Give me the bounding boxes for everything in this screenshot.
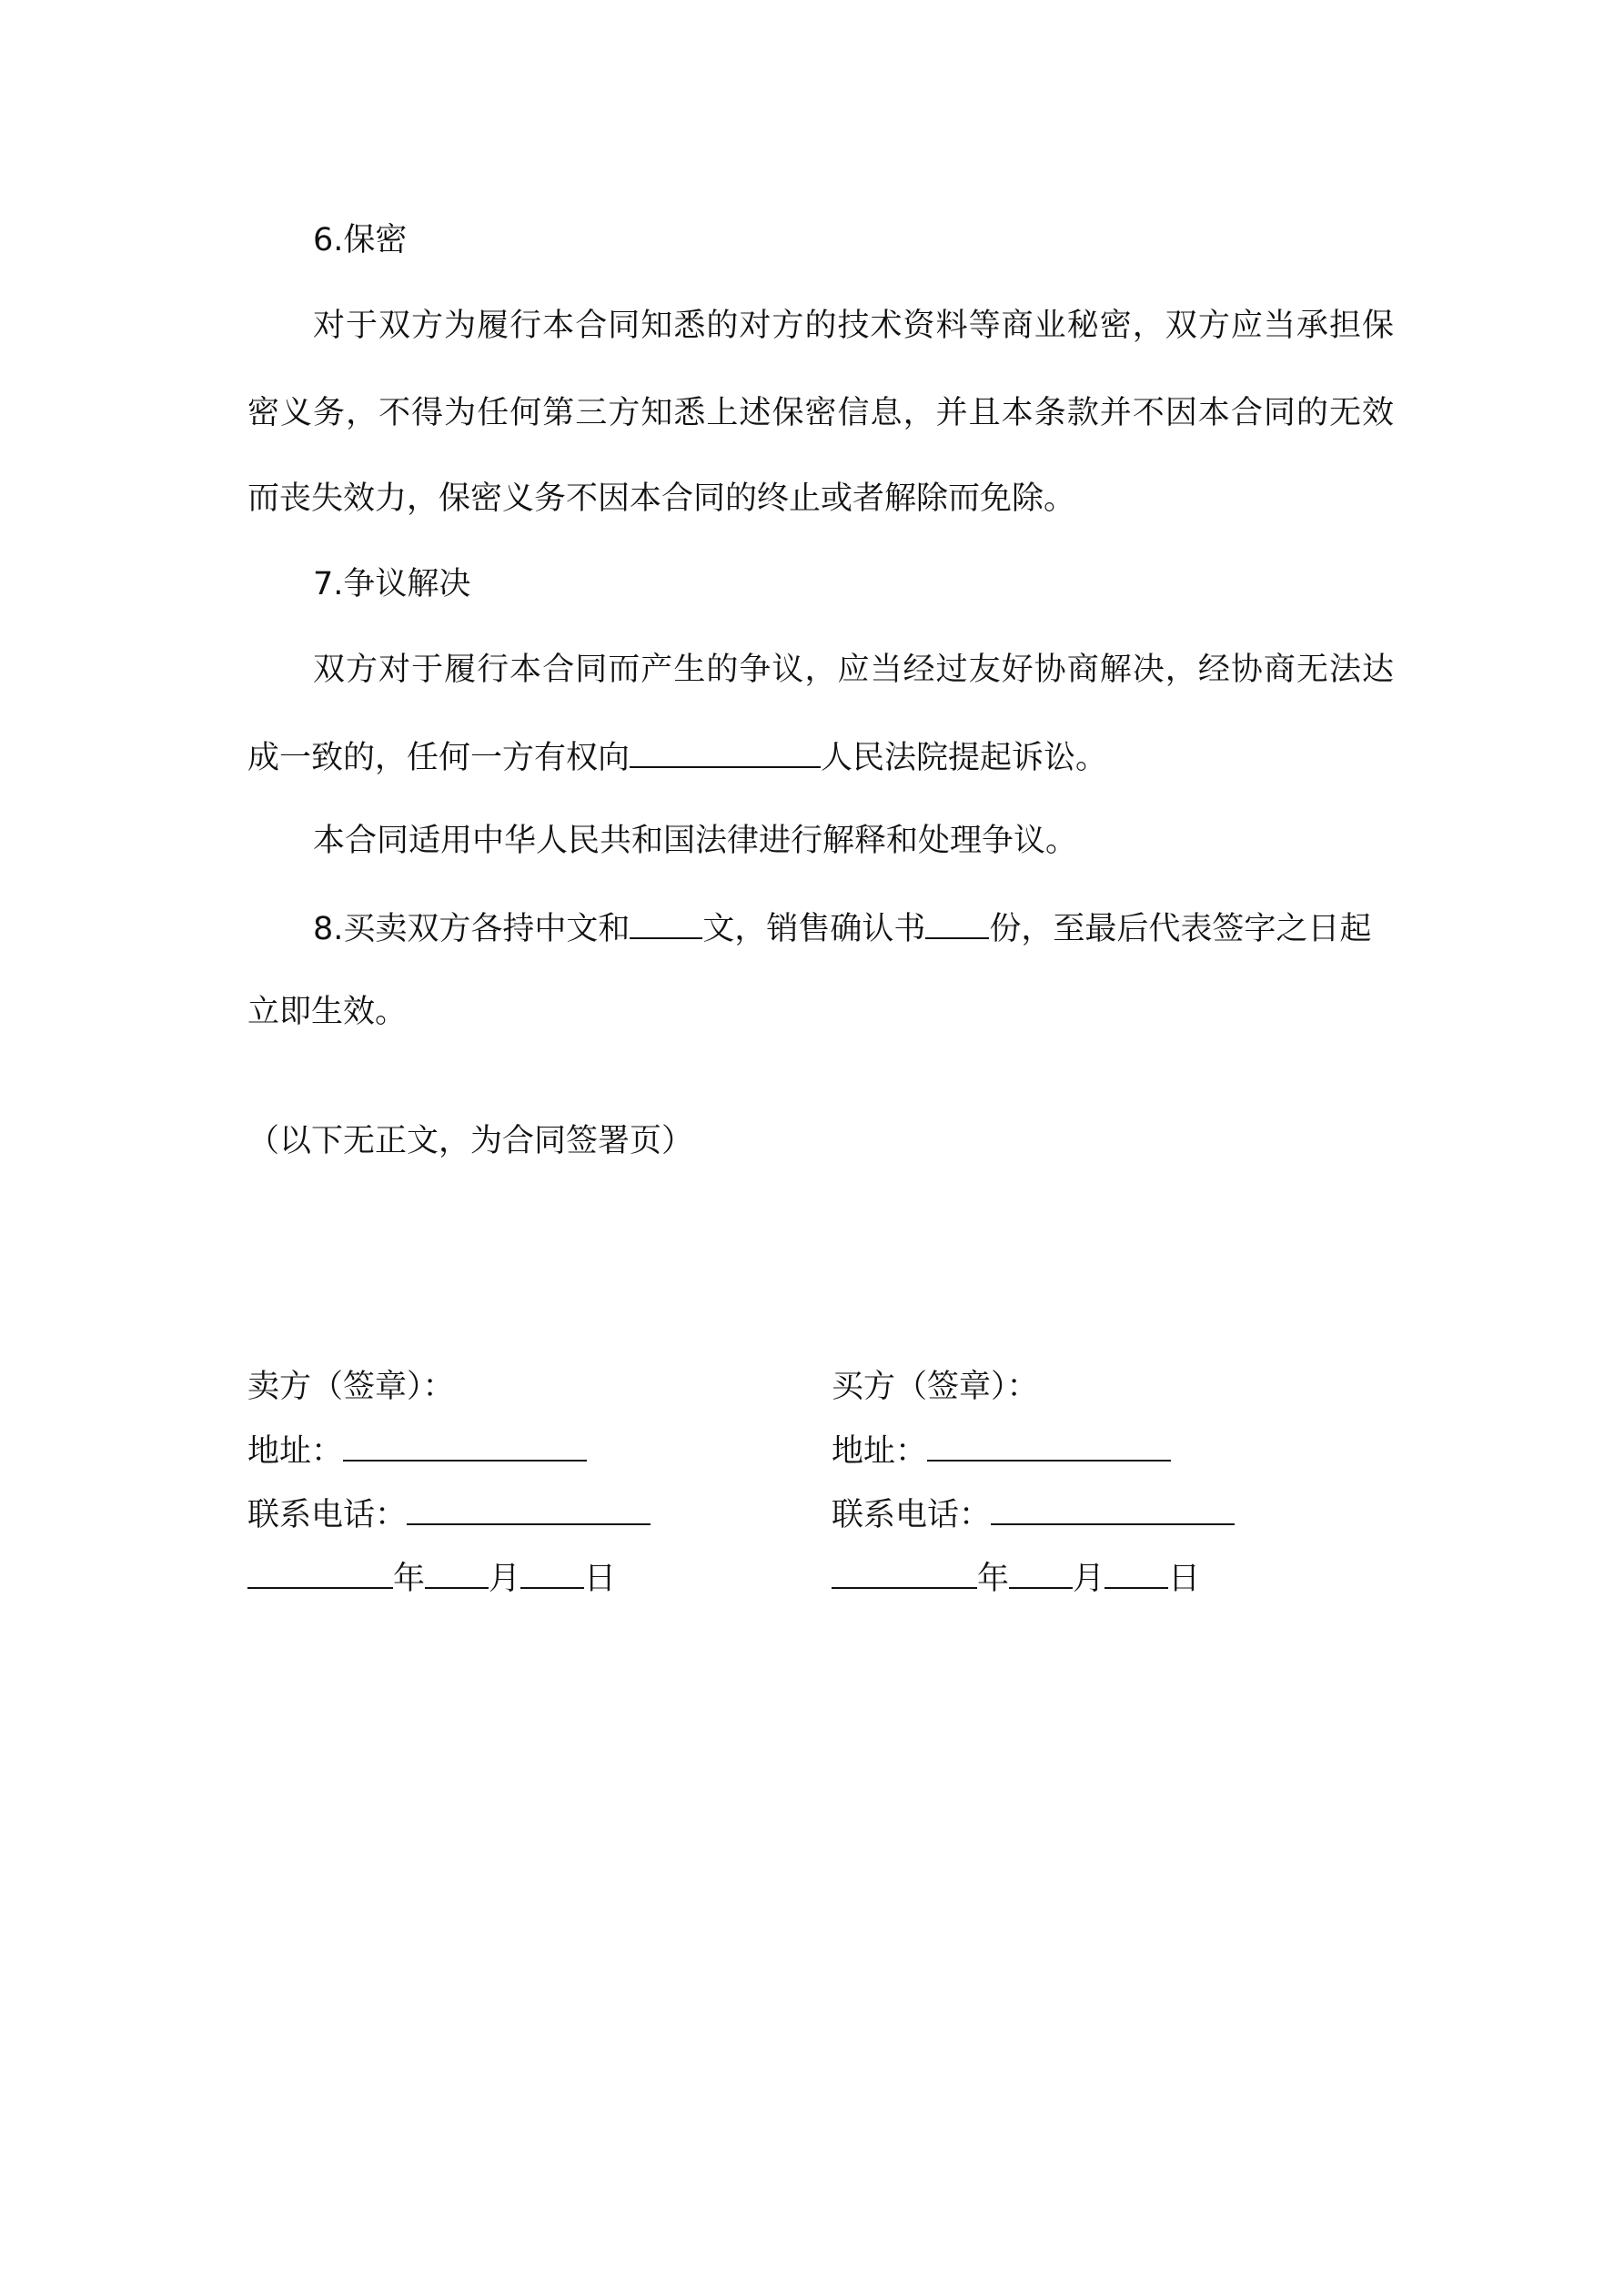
- seller-phone-row: [247, 1492, 651, 1537]
- buyer-month-label: 月: [1073, 1561, 1105, 1597]
- language-blank: [630, 905, 702, 939]
- section-8-line-2: 立即生效。: [247, 994, 408, 1030]
- section-7-line-2-suffix: 人民法院提起诉讼。: [821, 740, 1108, 776]
- seller-day-label: 日: [584, 1561, 617, 1597]
- seller-month-blank: [425, 1556, 489, 1589]
- court-blank: [630, 733, 821, 768]
- buyer-address-label: 地址：: [832, 1433, 928, 1470]
- section-6-paragraph-line-2: 密义务，不得为任何第三方知悉上述保密信息，并且本条款并不因本合同的无效: [247, 395, 1394, 431]
- section-6-paragraph-line-1: 对于双方为履行本合同知悉的对方的技术资料等商业秘密，双方应当承担保: [313, 308, 1394, 344]
- buyer-phone-blank: [991, 1492, 1235, 1525]
- buyer-date-row: [832, 1556, 1200, 1601]
- section-8-part-a: 8.买卖双方各持中文和: [313, 911, 630, 947]
- buyer-year-blank: [832, 1556, 977, 1589]
- buyer-day-blank: [1105, 1556, 1168, 1589]
- seller-day-blank: [520, 1556, 584, 1589]
- buyer-day-label: 日: [1168, 1561, 1201, 1597]
- section-7-heading: 7.争议解决: [313, 566, 471, 602]
- buyer-address-row: [832, 1429, 1171, 1473]
- seller-date-row: [247, 1556, 616, 1601]
- section-6-heading: 6.保密: [313, 222, 408, 258]
- section-8-line-1: [247, 905, 1394, 951]
- seller-phone-blank: [407, 1492, 651, 1525]
- seller-year-label: 年: [393, 1561, 426, 1597]
- seller-address-label: 地址：: [247, 1433, 344, 1470]
- buyer-phone-row: [832, 1492, 1235, 1537]
- buyer-year-label: 年: [977, 1561, 1010, 1597]
- buyer-month-blank: [1009, 1556, 1073, 1589]
- section-8-part-b: 文，销售确认书: [702, 911, 926, 947]
- buyer-phone-label: 联系电话：: [832, 1497, 992, 1533]
- section-7-line-2-prefix: 成一致的，任何一方有权向: [247, 740, 630, 776]
- seller-title: 卖方（签章）：: [247, 1369, 455, 1405]
- section-8-part-c: 份，至最后代表签字之日起: [989, 911, 1372, 947]
- buyer-address-blank: [927, 1429, 1171, 1462]
- copies-blank: [925, 905, 989, 939]
- seller-address-row: [247, 1429, 587, 1473]
- section-7-paragraph-line-1: 双方对于履行本合同而产生的争议，应当经过友好协商解决，经协商无法达: [313, 652, 1394, 688]
- section-6-paragraph-line-3: 而丧失效力，保密义务不因本合同的终止或者解除而免除。: [247, 480, 1076, 517]
- signature-page-note: （以下无正文，为合同签署页）: [247, 1123, 694, 1159]
- section-7-paragraph-line-2: [247, 733, 1394, 780]
- buyer-title: 买方（签章）：: [832, 1369, 1039, 1405]
- document-page: [247, 0, 1394, 2296]
- seller-address-blank: [343, 1429, 587, 1462]
- seller-year-blank: [247, 1556, 393, 1589]
- section-7-governing-law: 本合同适用中华人民共和国法律进行解释和处理争议。: [313, 823, 1078, 859]
- seller-phone-label: 联系电话：: [247, 1497, 408, 1533]
- seller-month-label: 月: [489, 1561, 521, 1597]
